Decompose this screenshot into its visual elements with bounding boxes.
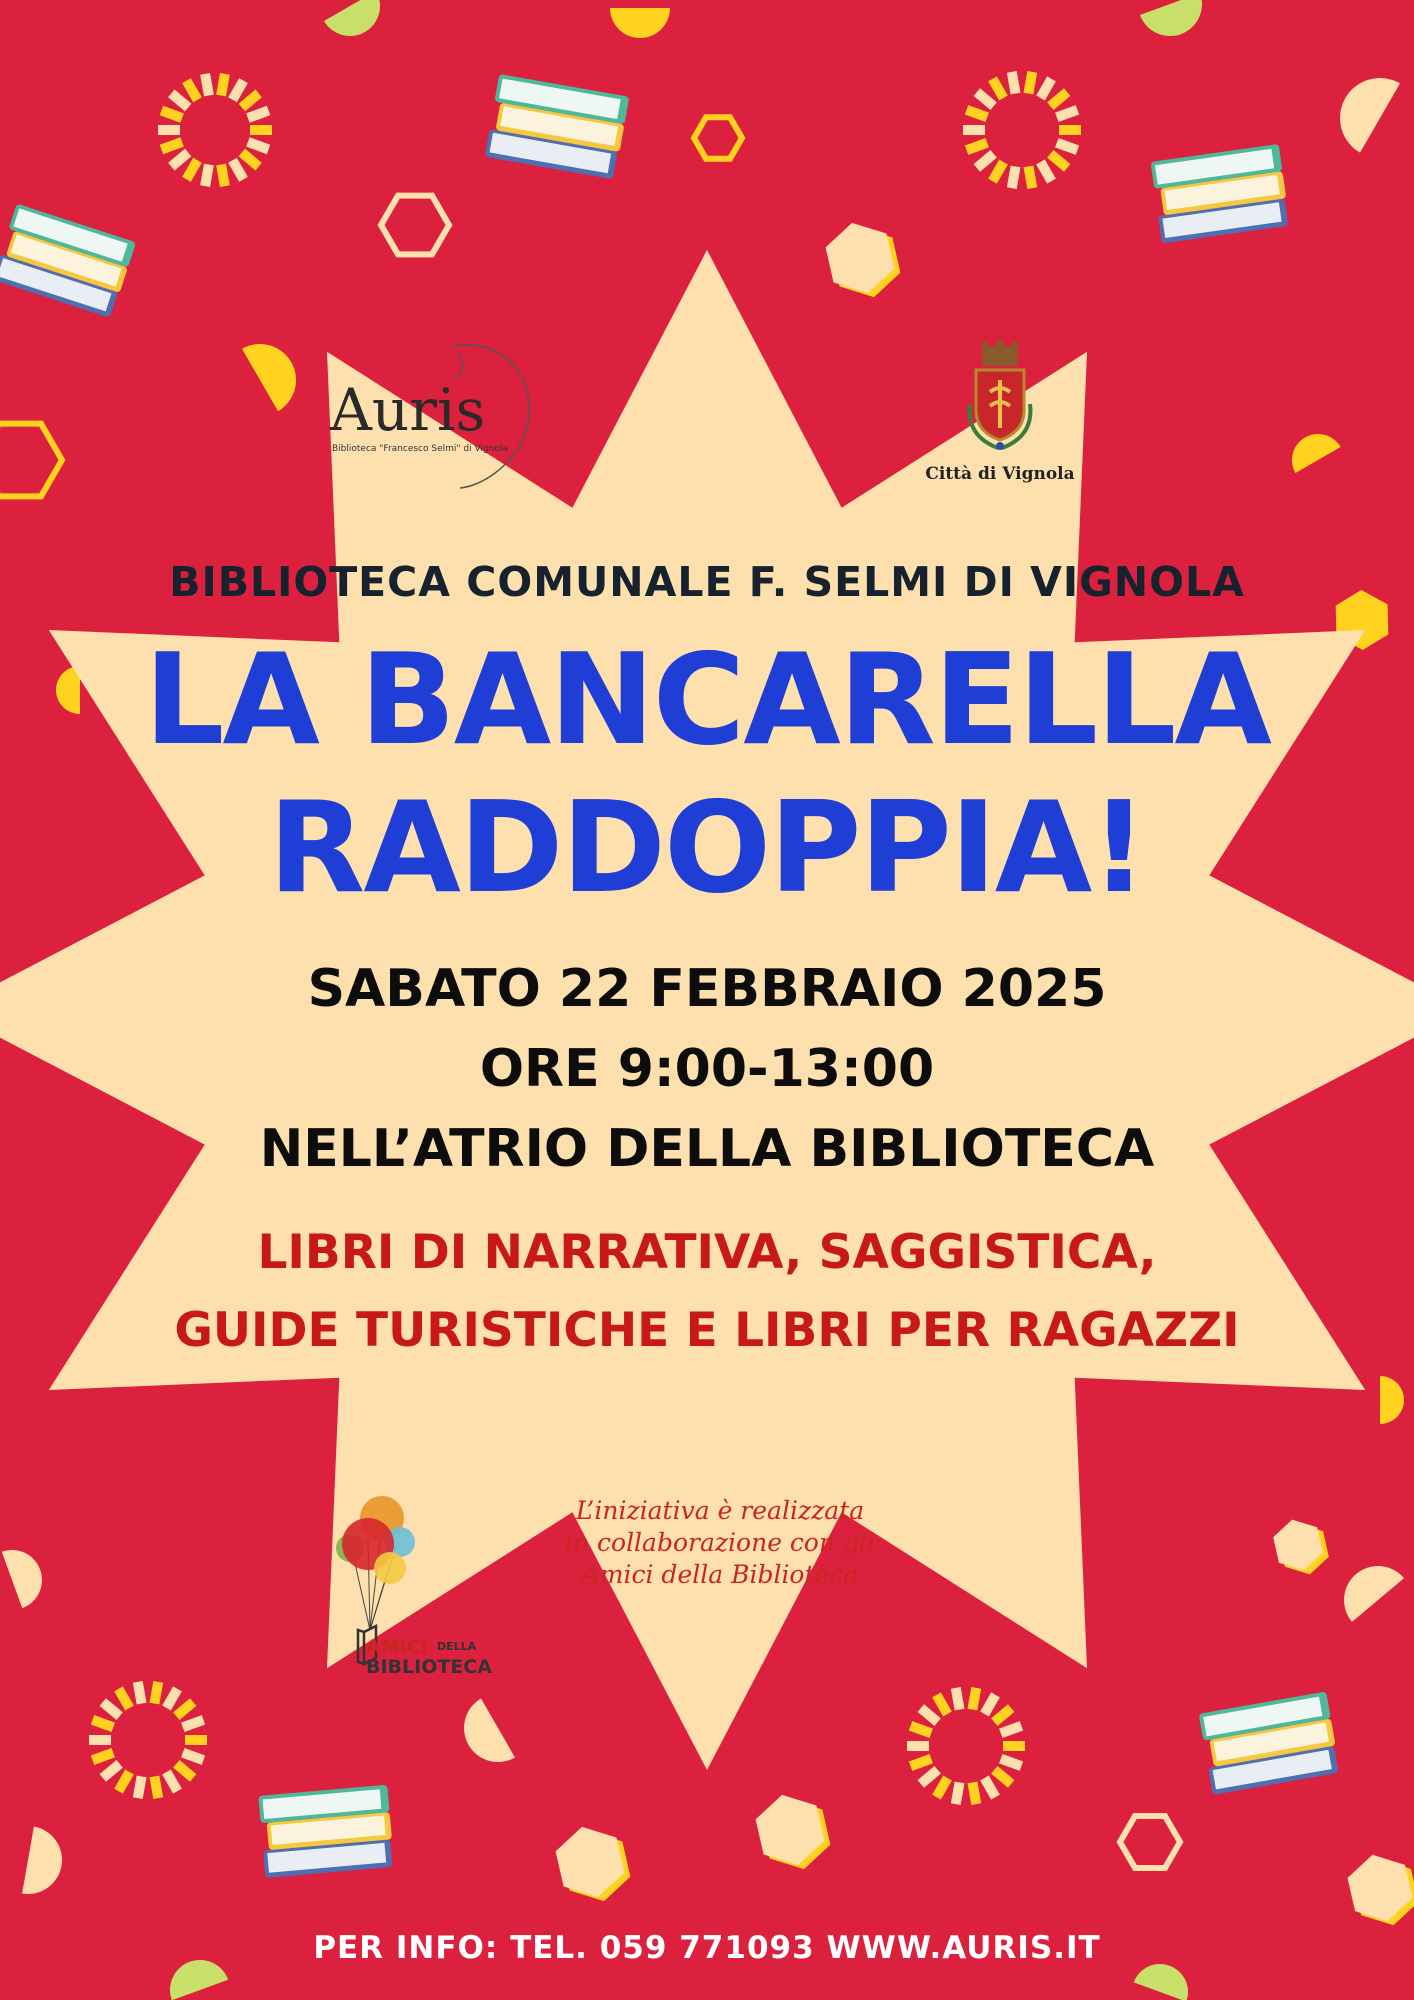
hexagon-outline-icon (0, 424, 62, 497)
amici-word: AMICI (366, 1636, 428, 1658)
half-circle-icon (22, 1827, 67, 1900)
sun-ring-icon (158, 73, 272, 187)
half-circle-icon (1380, 1376, 1404, 1424)
book-stack-icon (1151, 144, 1291, 244)
auris-logo (322, 340, 542, 490)
event-time: ORE 9:00-13:00 (479, 1039, 935, 1099)
sun-ring-icon (963, 71, 1081, 189)
genres-line-2: GUIDE TURISTICHE E LIBRI PER RAGAZZI (174, 1303, 1240, 1358)
half-circle-icon (1330, 1552, 1404, 1622)
half-circle-icon (1325, 63, 1400, 152)
auris-subtitle: Biblioteca "Francesco Selmi" di Vignola (332, 444, 508, 454)
collaboration-line-3: Amici della Biblioteca (581, 1560, 859, 1589)
half-circle-icon (324, 0, 391, 47)
hexagon-outline-icon (694, 117, 742, 159)
auris-name: Auris (330, 376, 486, 444)
vignola-logo (900, 340, 1100, 490)
sun-ring-icon (89, 1681, 207, 1799)
collaboration-line-2: in collaborazione con gli (564, 1528, 876, 1557)
city-crest-icon (952, 340, 1048, 458)
sun-ring-icon (907, 1687, 1025, 1805)
title-line-2: RADDOPPIA! (268, 774, 1146, 921)
half-circle-icon (242, 331, 309, 411)
collaboration-line-1: L’iniziativa è realizzata (575, 1496, 865, 1525)
event-place: NELL’ATRIO DELLA BIBLIOTECA (259, 1119, 1155, 1179)
half-circle-icon (1282, 424, 1340, 473)
contact-info: PER INFO: TEL. 059 771093 WWW.AURIS.IT (313, 1930, 1101, 1966)
della-word: DELLA (437, 1640, 477, 1653)
hexagon-outline-icon (381, 196, 449, 255)
hexagon-outline-icon (1120, 1816, 1180, 1868)
title-line-1: LA BANCARELLA (144, 626, 1270, 773)
book-stack-icon (0, 204, 136, 319)
half-circle-icon (610, 8, 670, 38)
book-stack-icon (485, 74, 630, 180)
half-circle-icon (452, 1699, 515, 1775)
book-stack-icon (258, 1785, 394, 1878)
vignola-name: Città di Vignola (925, 464, 1075, 484)
book-stack-icon (1199, 1691, 1341, 1795)
event-date: SABATO 22 FEBBRAIO 2025 (307, 959, 1107, 1019)
biblioteca-word: BIBLIOTECA (366, 1656, 492, 1678)
library-name: BIBLIOTECA COMUNALE F. SELMI DI VIGNOLA (169, 558, 1245, 606)
half-circle-icon (2, 1542, 51, 1609)
genres-line-1: LIBRI DI NARRATIVA, SAGGISTICA, (257, 1225, 1157, 1280)
half-circle-icon (1140, 0, 1211, 45)
